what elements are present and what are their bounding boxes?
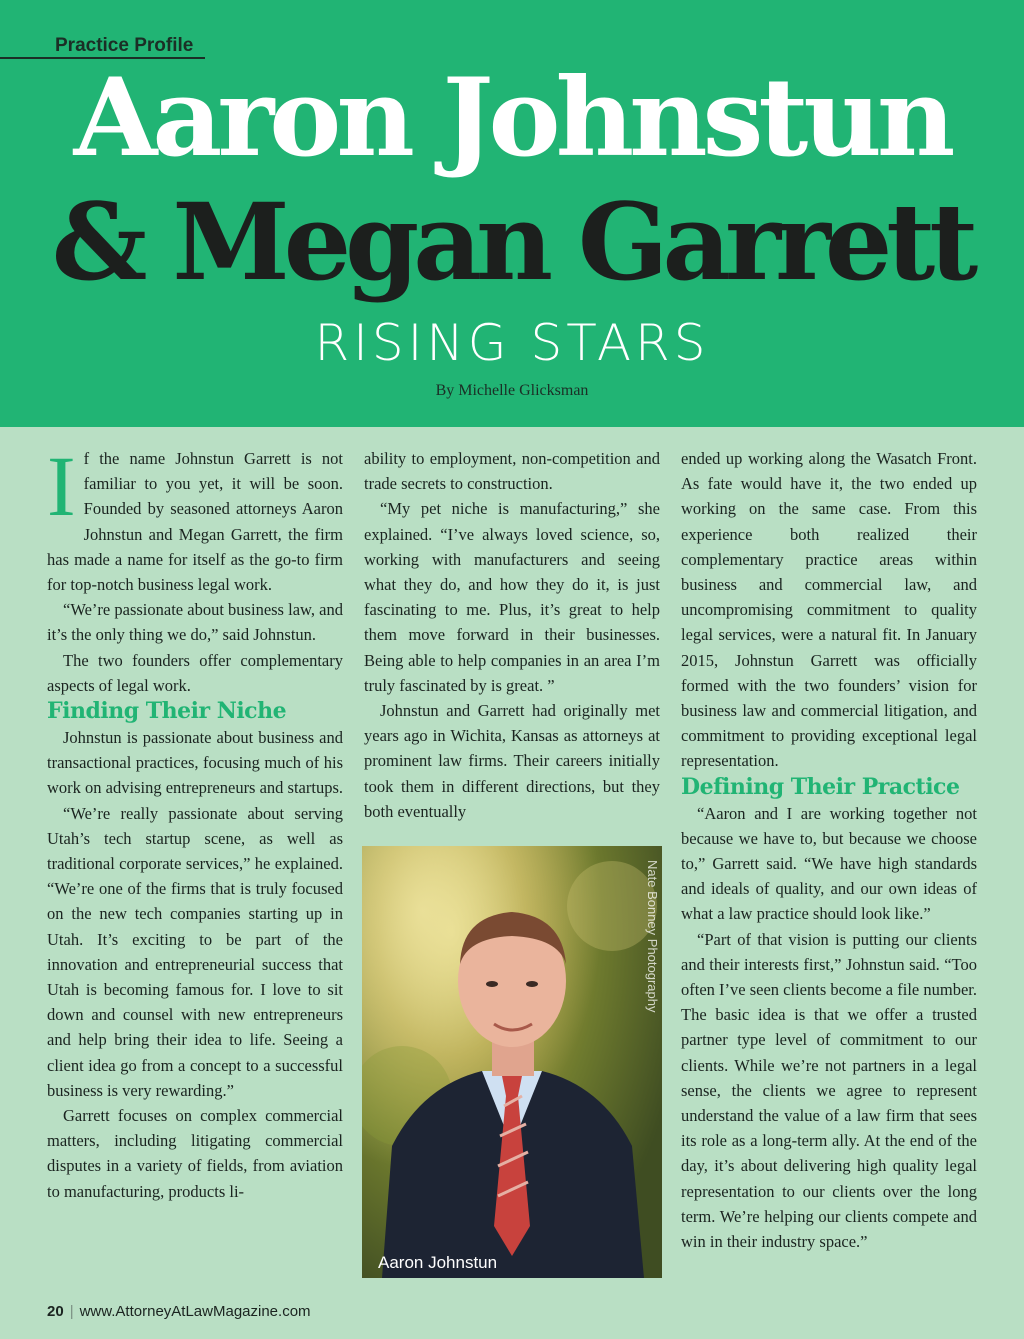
- section-heading: Defining Their Practice: [681, 773, 960, 800]
- paragraph: ended up working along the Wasatch Front. As fate would have it, the two ended up working on the same case. From this experience both realized their complementary practice areas within business and commercial law, and uncompromising commitment to quality legal services, were a natural fit. In January 2015, Johnstun Garrett was officially formed with the two founders’ vision for business law and commercial litigation, and commitment to providing exceptional legal representation.: [681, 449, 977, 771]
- footer-separator: |: [69, 1303, 74, 1320]
- section-kicker: Practice Profile: [55, 35, 194, 56]
- paragraph: “We’re really passionate about serving Utah’s tech startup scene, as well as traditional corporate services,” he explained. “We’re one of the firms that is truly focused on the new tech companies starting up in Utah. It’s exciting to be part of the innovation and entrepreneurial success that Utah is becoming famous for. I love to sit down and counsel with new entrepreneurs and help bring their idea to life. Seeing a client idea go from a concept to a successful business is very rewarding.”: [47, 803, 343, 1100]
- article-column-1: [47, 438, 344, 1204]
- photo-credit: Nate Bonney Photography: [645, 860, 660, 1013]
- drop-cap: I: [47, 438, 76, 534]
- paragraph: “Part of that vision is putting our clients and their interests first,” Johnstun said. “Too often I’ve seen clients become a file number. The basic idea is that we offer a trusted partner type level of commitment to our clients. While we’re not partners in a legal sense, the clients we agree to represent understand the value of a law firm that sees its role as a long-term ally. At the end of the day, it’s about delivering high quality legal representation to our clients over the long term. We’re helping our clients compete and win in their industry space.”: [681, 929, 977, 1252]
- subtitle: RISING STARS: [314, 314, 710, 372]
- article-column-2: [364, 446, 660, 824]
- photo-caption: Aaron Johnstun: [378, 1253, 498, 1272]
- website-link[interactable]: www.AttorneyAtLawMagazine.com: [79, 1303, 311, 1320]
- page-footer: [47, 1303, 311, 1320]
- headline-line-1: Aaron Johnstun: [73, 55, 951, 181]
- page-number: 20: [47, 1303, 64, 1320]
- article-column-3: [681, 446, 977, 1254]
- paragraph: “My pet niche is manufacturing,” she explained. “I’ve always loved science, so, working with manufacturers and seeing what they do, and how they do it, is just fascinating to me. Plus, it’s great to help them move forward in their businesses. Being able to help companies in an area I’m truly fascinated by is great. ”: [364, 499, 660, 695]
- portrait-figure: [362, 846, 662, 1278]
- paragraph: Johnstun and Garrett had originally met years ago in Wichita, Kansas as attorneys at prominent law firms. Their careers initially took them in different directions, but they both eventually: [364, 701, 660, 821]
- paragraph: ability to employment, non-competition and trade secrets to construction.: [364, 449, 660, 494]
- portrait-photo: [362, 846, 662, 1278]
- paragraph: “Aaron and I are working together not because we have to, but because we choose to,” Garrett said. “We have high standards and ideals of quality, and our own ideas of what a law practice should look like.”: [681, 803, 977, 924]
- headline-line-2: & Megan Garrett: [51, 179, 973, 304]
- paragraph: If the name Johnstun Garrett is not familiar to you yet, it will be soon. Founded by seasoned attorneys Aaron Johnstun and Megan Garrett, the firm has made a name for itself as the go-to firm for top-notch business legal work.: [47, 438, 343, 595]
- paragraph: The two founders offer complementary aspects of legal work.: [47, 650, 343, 695]
- paragraph: Johnstun is passionate about business and transactional practices, focusing much of his work on advising entrepreneurs and startups.: [47, 728, 344, 798]
- paragraph: “We’re passionate about business law, and it’s the only thing we do,” said Johnstun.: [47, 600, 343, 645]
- byline: By Michelle Glicksman: [435, 382, 589, 399]
- section-heading: Finding Their Niche: [47, 698, 287, 725]
- paragraph: Garrett focuses on complex commercial matters, including litigating commercial disputes in a variety of fields, from aviation to manufacturing, products li-: [47, 1106, 343, 1201]
